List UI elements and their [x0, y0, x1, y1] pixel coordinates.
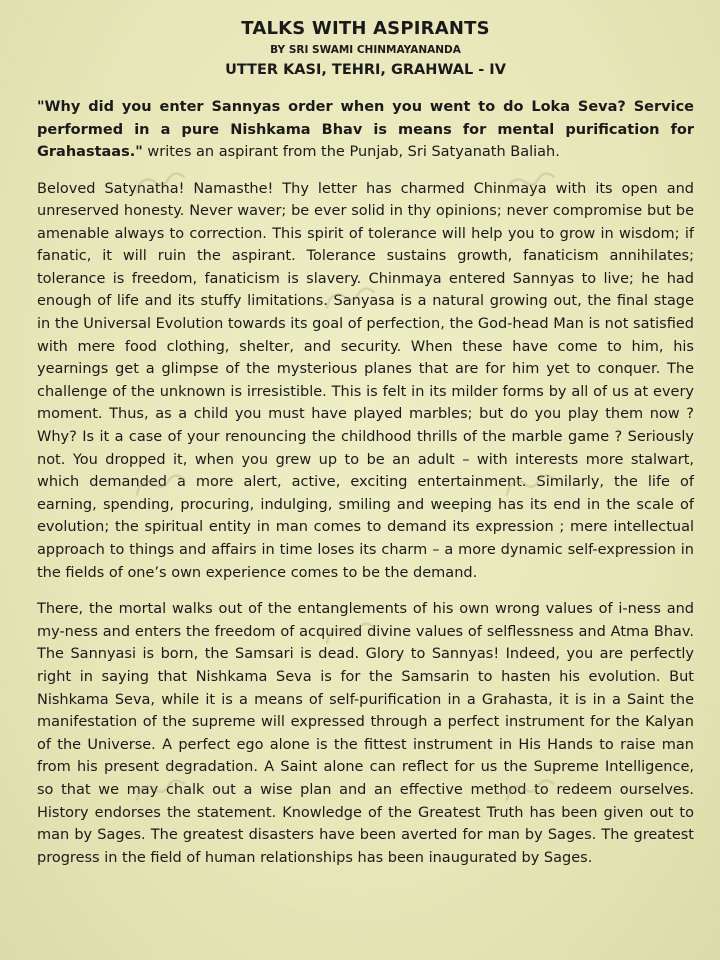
aspirant-question: "Why did you enter Sannyas order when you went to do Loka Seva? Service performed in a pure Nishkama Bhav is means for mental purification for Grahastaas." [37, 99, 694, 160]
place-heading: UTTER KASI, TEHRI, GRAHWAL - IV [225, 62, 506, 78]
intro-paragraph [37, 96, 694, 164]
article-title: TALKS WITH ASPIRANTS [241, 18, 490, 39]
body-paragraph: Beloved Satynatha! Namasthe! Thy letter has charmed Chinmaya with its open and unreserved honesty. Never waver; be ever solid in thy opinions; never compromise but be amenable always to correction. This spirit of tolerance will help you to grow in wisdom; if fanatic, it will ruin the aspirant. Tolerance sustains growth, fanaticism annihilates; tolerance is freedom, fanaticism is slavery. Chinmaya entered Sannyas to live; he had enough of life and its stuffy limitations. Sanyasa is a natural growing out, the final stage in the Universal Evolution towards its goal of perfection, the God-head Man is not satisfied with mere food clothing, shelter, and security. When these have come to him, his yearnings get a glimpse of the mysterious planes that are for him yet to conquer. The challenge of the unknown is irresistible. This is felt in its milder forms by all of us at every moment. Thus, as a child you must have played marbles; but do you play them now ? Why? Is it a case of your renouncing the childhood thrills of the marble game ? Seriously not. You dropped it, when you grew up to be an adult – with interests more stalwart, which demanded a more alert, active, exciting entertainment. Similarly, the life of earning, spending, procuring, indulging, smiling and weeping has its end in the scale of evolution; the spiritual entity in man comes to demand its expression ; mere intellectual approach to things and affairs in time loses its charm – a more dynamic self-expression in the fields of one’s own experience comes to be the demand. [37, 180, 694, 581]
author-byline: BY SRI SWAMI CHINMAYANANDA [270, 44, 461, 56]
body-paragraph: There, the mortal walks out of the entanglements of his own wrong values of i-ness and my-ness and enters the freedom of acquired divine values of selflessness and Atma Bhav. The Sannyasi is born, the Samsari is dead. Glory to Sannyas! Indeed, you are perfectly right in saying that Nishkama Seva is for the Samsarin to hasten his evolution. But Nishkama Seva, while it is a means of self-purification in a Grahasta, it is in a Saint the manifestation of the supreme will expressed through a perfect instrument for the Kalyan of the Universe. A perfect ego alone is the fittest instrument in His Hands to raise man from his present degradation. A Saint alone can reflect for us the Supreme Intelligence, so that we may chalk out a wise plan and an effective method to redeem ourselves. History endorses the statement. Knowledge of the Greatest Truth has been given out to man by Sages. The greatest disasters have been averted for man by Sages. The greatest progress in the field of human relationships has been inaugurated by Sages. [37, 601, 694, 866]
question-attribution: writes an aspirant from the Punjab, Sri Satyanath Baliah. [142, 144, 560, 160]
